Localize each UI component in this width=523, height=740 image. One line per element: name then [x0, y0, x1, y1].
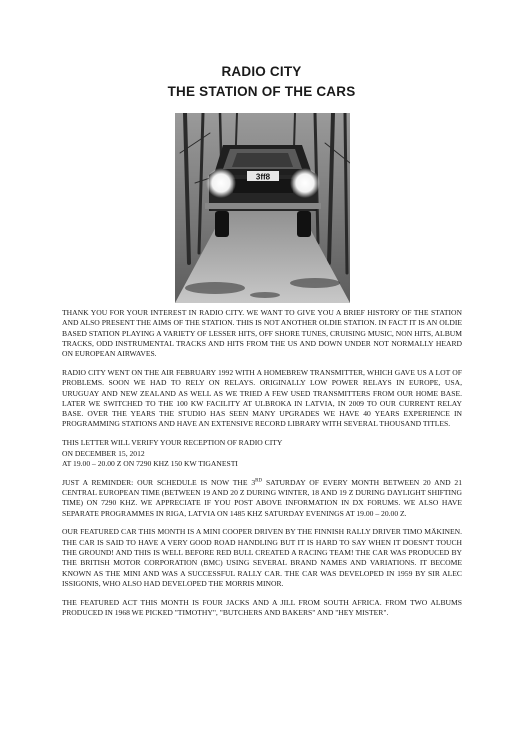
rally-car-photo [175, 113, 350, 303]
history-paragraph: RADIO CITY WENT ON THE AIR FEBRUARY 1992 WITH A HOMEBREW TRANSMITTER, WHICH GAVE US A LOT OF PROBLEMS. SOON WE HAD TO RELY ON RELAYS. ORIGINALLY LOW POWER RELAYS IN EUROPE, USA, URUGUAY AND NEW ZEALAND AS WELL AS WE TRIED A FEW USED TRANSMITTERS FROM OUR HOME BASE. LATER WE SWITCHED TO THE 100 KW FACILITY AT ULBROKA IN LATVIA, IN 2009 TO OUR CURRENT RELAY BASE. OVER THE YEARS THE STUDIO HAS SEEN MANY UPGRADES WE HAVE 40 YEARS EXPERIENCE IN PROGRAMMING STATIONS AND HAVE AN EXTENSIVE RECORD LIBRARY WITH SEVERAL THOUSAND TITLES. [62, 367, 462, 429]
page-subtitle: THE STATION OF THE CARS [167, 84, 356, 99]
verification-block [62, 438, 462, 469]
rally-car-image [175, 113, 350, 303]
letter-body [62, 308, 462, 627]
page-title: RADIO CITY [221, 64, 302, 79]
featured-act-paragraph: THE FEATURED ACT THIS MONTH IS FOUR JACKS AND A JILL FROM SOUTH AFRICA. FROM TWO ALBUMS PRODUCED IN 1968 WE PICKED "TIMOTHY", "BUTCHERS AND BAKERS" AND "HEY MISTER". [62, 597, 462, 617]
verification-line: THIS LETTER WILL VERIFY YOUR RECEPTION OF RADIO CITY [62, 438, 283, 448]
schedule-paragraph: JUST A REMINDER: OUR SCHEDULE IS NOW THE 3RD SATURDAY OF EVERY MONTH BETWEEN 20 AND 21 CENTRAL EUROPEAN TIME (BETWEEN 19 AND 20 Z DURING WINTER, 18 AND 19 Z DURING DAYLIGHT SHIFTING TIME) ON 7290 KHZ. WE APPRECIATE IF YOU POST ABOVE INFORMATION IN DX FORUMS. WE ALSO HAVE SEPARATE PROGRAMMES IN RIGA, LATVIA ON 1485 KHZ SATURDAY EVENINGS AT 19.00 – 20.00 Z. [62, 477, 462, 518]
right-headlight [290, 168, 320, 198]
verification-date: ON DECEMBER 15, 2012 [62, 448, 145, 458]
verification-frequency: AT 19.00 – 20.00 Z ON 7290 KHZ 150 KW TIGANESTI [62, 458, 238, 468]
history-intro-paragraph: THANK YOU FOR YOUR INTEREST IN RADIO CITY. WE WANT TO GIVE YOU A BRIEF HISTORY OF THE STATION AND ALSO PRESENT THE AIMS OF THE STATION. THIS IS NOT ANOTHER OLDIE STATION. IN FACT IT IS AN OLDIE BASED STATION PLAYING A VARIETY OF LESSER HITS, OFF SHORE TUNES, CRUISING MUSIC, NON HITS, ALBUM TRACKS, ODD INSTRUMENTAL TRACKS AND HITS FROM THE US AND DOWN UNDER NOT NORMALLY HEARD ON EUROPEAN AIRWAVES. [62, 308, 462, 359]
left-headlight [206, 168, 236, 198]
featured-car-paragraph: OUR FEATURED CAR THIS MONTH IS A MINI COOPER DRIVEN BY THE FINNISH RALLY DRIVER TIMO MÄKINEN. THE CAR IS SAID TO HAVE A VERY GOOD ROAD HANDLING BUT IT IS HARD TO SAY WHEN IT DOESN'T TOUCH THE GROUND! AND THIS IS WELL BEFORE RED BULL CREATED A RACING TEAM! THE CAR WAS PRODUCED BY THE BRITISH MOTOR CORPORATION (BMC) USING SEVERAL BRAND NAMES AND VARIATIONS. IT BECOME KNOWN AS THE MINI AND WAS A SUCCESSFUL RALLY CAR. THE CAR WAS DEVELOPED IN 1959 BY SIR ALEC ISSIGONIS, WHO ALSO HAD DEVELOPED THE MORRIS MINOR. [62, 527, 462, 588]
plate-text: 3ff8 [255, 172, 271, 182]
